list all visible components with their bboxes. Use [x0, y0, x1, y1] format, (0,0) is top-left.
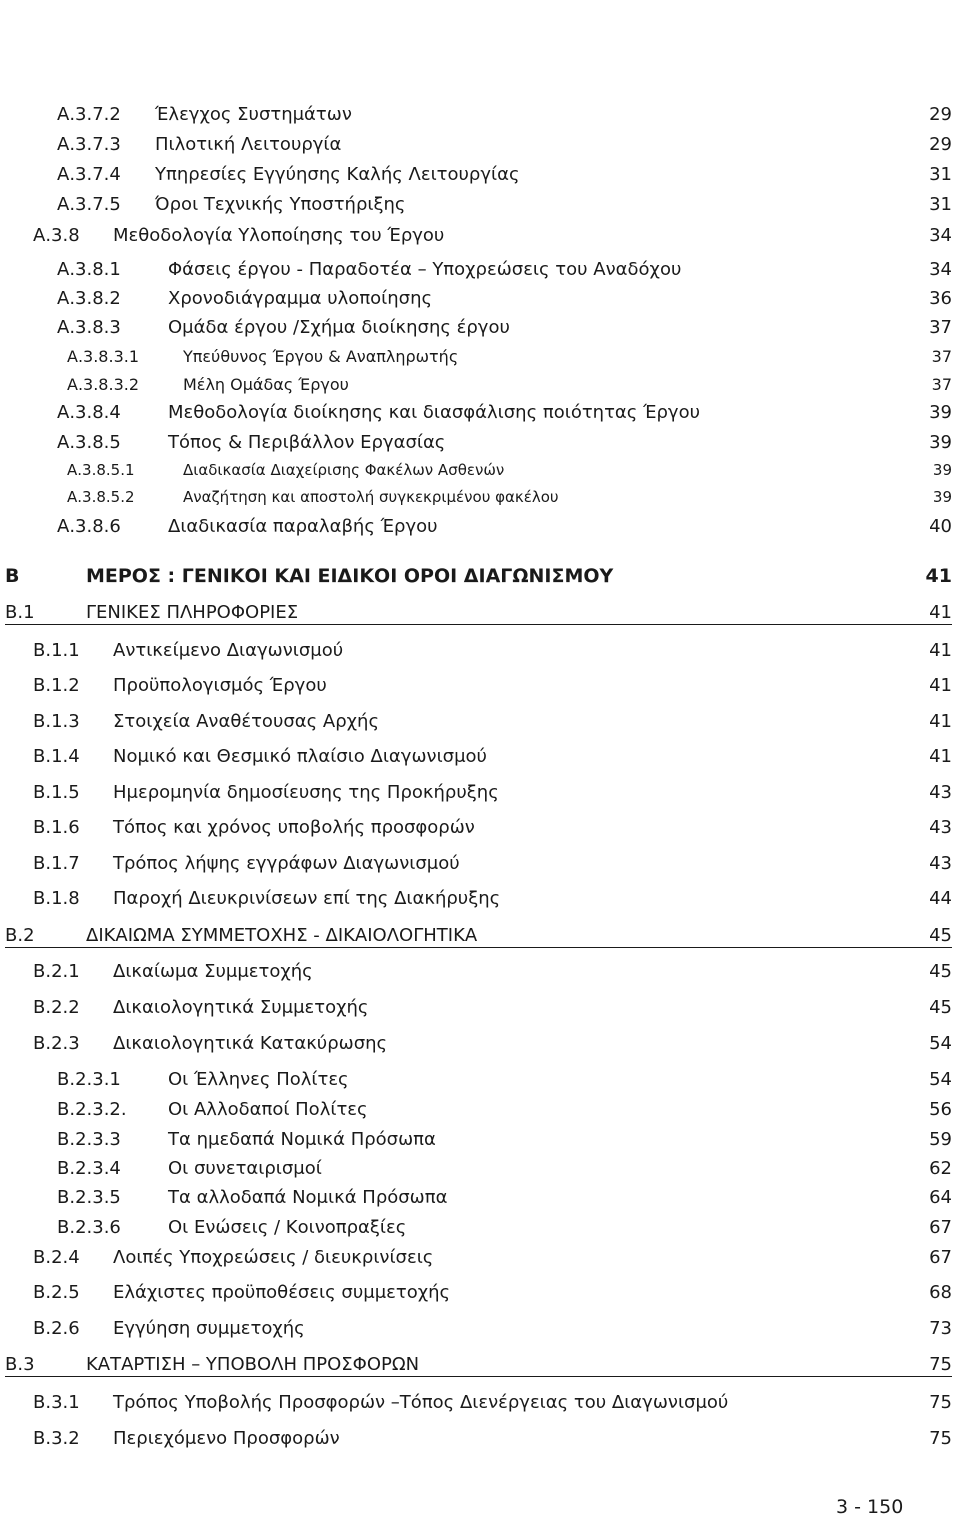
toc-entry-page: 41 — [929, 711, 952, 732]
toc-entry-title: Φάσεις έργου - Παραδοτέα – Υποχρεώσεις του Αναδόχου — [168, 259, 682, 280]
toc-entry-title: Ημερομηνία δημοσίευσης της Προκήρυξης — [113, 782, 499, 803]
toc-entry-page: 59 — [929, 1129, 952, 1150]
toc-entry[interactable] — [0, 1033, 952, 1059]
chapter-underline — [5, 1376, 952, 1377]
toc-entry-number: Β.2.3.2. — [57, 1099, 127, 1120]
toc-entry-page: 41 — [929, 746, 952, 767]
toc-entry-number: Β.2.3 — [33, 1033, 80, 1054]
toc-entry[interactable] — [0, 288, 952, 314]
toc-entry-page: 45 — [929, 961, 952, 982]
toc-entry-number: Β.1 — [5, 602, 35, 623]
toc-entry[interactable] — [0, 675, 952, 701]
toc-entry[interactable] — [0, 782, 952, 808]
toc-entry-number: Β.3.2 — [33, 1428, 80, 1449]
toc-entry[interactable] — [0, 347, 952, 371]
toc-entry-number: Β.1.1 — [33, 640, 80, 661]
toc-entry[interactable] — [0, 104, 952, 130]
toc-entry[interactable] — [0, 516, 952, 542]
toc-entry-title: Περιεχόμενο Προσφορών — [113, 1428, 340, 1449]
toc-entry-page: 41 — [929, 640, 952, 661]
toc-entry-title: Νομικό και Θεσμικό πλαίσιο Διαγωνισμού — [113, 746, 487, 767]
toc-entry-title: Δικαιολογητικά Συμμετοχής — [113, 997, 369, 1018]
toc-entry-number: Β.1.5 — [33, 782, 80, 803]
toc-entry-number: Β.1.4 — [33, 746, 80, 767]
toc-entry[interactable] — [0, 1069, 952, 1095]
toc-entry-page: 67 — [929, 1247, 952, 1268]
toc-entry-page: 41 — [925, 565, 952, 587]
toc-entry-title: ΔΙΚΑΙΩΜΑ ΣΥΜΜΕΤΟΧΗΣ - ΔΙΚΑΙΟΛΟΓΗΤΙΚΑ — [86, 925, 478, 946]
toc-entry-page: 68 — [929, 1282, 952, 1303]
toc-entry[interactable] — [0, 461, 952, 484]
toc-entry-page: 45 — [929, 925, 952, 946]
toc-entry-page: 75 — [929, 1354, 952, 1375]
toc-entry-number: Β.2.3.5 — [57, 1187, 121, 1208]
toc-entry-number: Β.1.3 — [33, 711, 80, 732]
toc-entry-page: 54 — [929, 1069, 952, 1090]
toc-entry-page: 37 — [929, 317, 952, 338]
toc-entry[interactable] — [0, 134, 952, 160]
toc-entry[interactable] — [0, 961, 952, 987]
toc-entry-page: 45 — [929, 997, 952, 1018]
toc-entry-number: Β.3 — [5, 1354, 35, 1375]
toc-entry-number: Α.3.7.2 — [57, 104, 121, 125]
toc-entry-number: Β.2.3.1 — [57, 1069, 121, 1090]
toc-entry[interactable] — [0, 640, 952, 666]
toc-entry-number: Β.1.6 — [33, 817, 80, 838]
toc-entry-number: Β.2.5 — [33, 1282, 80, 1303]
toc-entry-page: 43 — [929, 853, 952, 874]
toc-entry[interactable] — [0, 1428, 952, 1454]
toc-entry-title: Πιλοτική Λειτουργία — [155, 134, 342, 155]
toc-entry-page: 56 — [929, 1099, 952, 1120]
toc-entry-page: 29 — [929, 104, 952, 125]
toc-entry-page: 40 — [929, 516, 952, 537]
toc-entry-number: Α.3.8.6 — [57, 516, 121, 537]
toc-entry[interactable] — [0, 402, 952, 428]
toc-entry-number: Α.3.8.5.2 — [67, 488, 135, 506]
toc-entry-number: Β.2.3.3 — [57, 1129, 121, 1150]
toc-entry-title: Διαδικασία παραλαβής Έργου — [168, 516, 438, 537]
toc-entry-number: Α.3.8.5.1 — [67, 461, 135, 479]
toc-entry-page: 43 — [929, 817, 952, 838]
toc-entry-page: 31 — [929, 164, 952, 185]
toc-entry-title: Τα αλλοδαπά Νομικά Πρόσωπα — [168, 1187, 448, 1208]
toc-entry-title: Ομάδα έργου /Σχήμα διοίκησης έργου — [168, 317, 510, 338]
toc-entry-number: Β.2.3.6 — [57, 1217, 121, 1238]
toc-entry-number: Β.3.1 — [33, 1392, 80, 1413]
toc-entry-page: 64 — [929, 1187, 952, 1208]
toc-entry-title: Μεθοδολογία διοίκησης και διασφάλισης ποιότητας Έργου — [168, 402, 701, 423]
toc-entry-number: Β.2.2 — [33, 997, 80, 1018]
toc-entry[interactable] — [0, 432, 952, 458]
chapter-underline — [5, 624, 952, 625]
toc-entry-number: Α.3.8.3 — [57, 317, 121, 338]
toc-entry-number: Β.1.2 — [33, 675, 80, 696]
toc-entry[interactable] — [0, 746, 952, 772]
toc-entry-title: Τρόπος Υποβολής Προσφορών –Τόπος Διενέργειας του Διαγωνισμού — [113, 1392, 729, 1413]
toc-entry-number: Α.3.7.5 — [57, 194, 121, 215]
toc-entry[interactable] — [0, 1187, 952, 1213]
toc-entry-number: Α.3.8.3.1 — [67, 347, 140, 366]
chapter-underline — [5, 947, 952, 948]
toc-entry[interactable] — [0, 888, 952, 914]
toc-entry-page: 31 — [929, 194, 952, 215]
toc-entry-title: Μέλη Ομάδας Έργου — [183, 375, 349, 394]
toc-entry[interactable] — [0, 1158, 952, 1184]
toc-entry-page: 37 — [931, 375, 952, 394]
toc-entry[interactable] — [0, 164, 952, 190]
toc-entry-number: Β.2.1 — [33, 961, 80, 982]
toc-entry-title: Εγγύηση συμμετοχής — [113, 1318, 305, 1339]
toc-entry-number: Α.3.8 — [33, 225, 80, 246]
toc-entry-title: ΚΑΤΑΡΤΙΣΗ – ΥΠΟΒΟΛΗ ΠΡΟΣΦΟΡΩΝ — [86, 1354, 420, 1375]
toc-entry-number: Β.1.8 — [33, 888, 80, 909]
toc-entry-number: Β.2.3.4 — [57, 1158, 121, 1179]
toc-entry[interactable] — [0, 1217, 952, 1243]
toc-entry[interactable] — [0, 1392, 952, 1418]
toc-entry-page: 34 — [929, 225, 952, 246]
toc-entry-title: Προϋπολογισμός Έργου — [113, 675, 327, 696]
toc-entry-page: 54 — [929, 1033, 952, 1054]
toc-entry-title: Οι Έλληνες Πολίτες — [168, 1069, 349, 1090]
toc-entry-number: Α.3.8.2 — [57, 288, 121, 309]
toc-entry-page: 62 — [929, 1158, 952, 1179]
toc-entry-title: Τα ημεδαπά Νομικά Πρόσωπα — [168, 1129, 436, 1150]
toc-entry-title: Παροχή Διευκρινίσεων επί της Διακήρυξης — [113, 888, 501, 909]
toc-entry-number: Α.3.8.1 — [57, 259, 121, 280]
toc-entry-page: 73 — [929, 1318, 952, 1339]
toc-entry[interactable] — [0, 317, 952, 343]
toc-entry-page: 41 — [929, 602, 952, 623]
toc-entry[interactable] — [0, 817, 952, 843]
toc-entry-title: Στοιχεία Αναθέτουσας Αρχής — [113, 711, 380, 732]
toc-entry-title: Υπεύθυνος Έργου & Αναπληρωτής — [183, 347, 459, 366]
toc-entry-page: 39 — [929, 402, 952, 423]
toc-entry-title: Διαδικασία Διαχείρισης Φακέλων Ασθενών — [183, 461, 505, 479]
toc-entry-number: Β — [5, 565, 20, 587]
toc-entry[interactable] — [0, 194, 952, 220]
toc-entry[interactable] — [0, 925, 952, 951]
toc-entry[interactable] — [0, 259, 952, 285]
toc-entry[interactable] — [0, 1099, 952, 1125]
toc-entry-page: 36 — [929, 288, 952, 309]
toc-entry[interactable] — [0, 1354, 952, 1380]
toc-entry-number: Α.3.8.3.2 — [67, 375, 140, 394]
toc-entry-number: Α.3.8.5 — [57, 432, 121, 453]
toc-entry[interactable] — [0, 1247, 952, 1273]
toc-entry-title: Δικαιολογητικά Κατακύρωσης — [113, 1033, 388, 1054]
toc-entry-number: Β.1.7 — [33, 853, 80, 874]
toc-entry-page: 37 — [931, 347, 952, 366]
toc-entry-title: Οι συνεταιρισμοί — [168, 1158, 322, 1179]
toc-entry-number: Α.3.7.4 — [57, 164, 121, 185]
toc-entry-title: Λοιπές Υποχρεώσεις / διευκρινίσεις — [113, 1247, 434, 1268]
toc-entry-title: Χρονοδιάγραμμα υλοποίησης — [168, 288, 433, 309]
toc-entry-page: 44 — [929, 888, 952, 909]
toc-entry-title: Δικαίωμα Συμμετοχής — [113, 961, 313, 982]
toc-entry[interactable] — [0, 602, 952, 628]
toc-entry-title: Τόπος & Περιβάλλον Εργασίας — [168, 432, 446, 453]
toc-entry-title: ΓΕΝΙΚΕΣ ΠΛΗΡΟΦΟΡΙΕΣ — [86, 602, 299, 623]
toc-entry-title: Αντικείμενο Διαγωνισμού — [113, 640, 344, 661]
toc-entry[interactable] — [0, 225, 952, 251]
toc-entry[interactable] — [0, 1282, 952, 1308]
toc-entry-page: 29 — [929, 134, 952, 155]
toc-entry-number: Α.3.8.4 — [57, 402, 121, 423]
toc-entry-title: Υπηρεσίες Εγγύησης Καλής Λειτουργίας — [155, 164, 520, 185]
toc-entry[interactable] — [0, 1318, 952, 1344]
page-number: 3 - 150 — [836, 1496, 904, 1518]
toc-entry-title: Τόπος και χρόνος υποβολής προσφορών — [113, 817, 475, 838]
toc-entry-title: Οι Ενώσεις / Κοινοπραξίες — [168, 1217, 407, 1238]
toc-entry-title: Όροι Τεχνικής Υποστήριξης — [155, 194, 406, 215]
toc-entry[interactable] — [0, 375, 952, 399]
toc-entry-title: Έλεγχος Συστημάτων — [155, 104, 352, 125]
toc-entry-title: Οι Αλλοδαποί Πολίτες — [168, 1099, 368, 1120]
toc-entry-page: 39 — [929, 432, 952, 453]
toc-entry[interactable] — [0, 853, 952, 879]
toc-entry-page: 41 — [929, 675, 952, 696]
toc-entry-number: Β.2 — [5, 925, 35, 946]
toc-entry-page: 43 — [929, 782, 952, 803]
toc-entry-number: Β.2.6 — [33, 1318, 80, 1339]
toc-entry-title: ΜΕΡΟΣ : ΓΕΝΙΚΟΙ ΚΑΙ ΕΙΔΙΚΟΙ ΟΡΟΙ ΔΙΑΓΩΝΙΣΜΟΥ — [86, 565, 614, 587]
toc-entry-title: Τρόπος λήψης εγγράφων Διαγωνισμού — [113, 853, 460, 874]
toc-entry-title: Αναζήτηση και αποστολή συγκεκριμένου φακέλου — [183, 488, 559, 506]
toc-entry-page: 39 — [932, 488, 952, 506]
toc-entry-page: 75 — [929, 1428, 952, 1449]
toc-entry-title: Ελάχιστες προϋποθέσεις συμμετοχής — [113, 1282, 451, 1303]
toc-entry-title: Μεθοδολογία Υλοποίησης του Έργου — [113, 225, 445, 246]
toc-entry-number: Β.2.4 — [33, 1247, 80, 1268]
toc-entry[interactable] — [0, 488, 952, 511]
toc-entry[interactable] — [0, 711, 952, 737]
toc-entry-page: 75 — [929, 1392, 952, 1413]
toc-entry-page: 34 — [929, 259, 952, 280]
toc-entry-page: 39 — [932, 461, 952, 479]
toc-entry[interactable] — [0, 997, 952, 1023]
toc-entry[interactable] — [0, 1129, 952, 1155]
toc-entry[interactable] — [0, 565, 952, 592]
toc-entry-page: 67 — [929, 1217, 952, 1238]
toc-entry-number: Α.3.7.3 — [57, 134, 121, 155]
